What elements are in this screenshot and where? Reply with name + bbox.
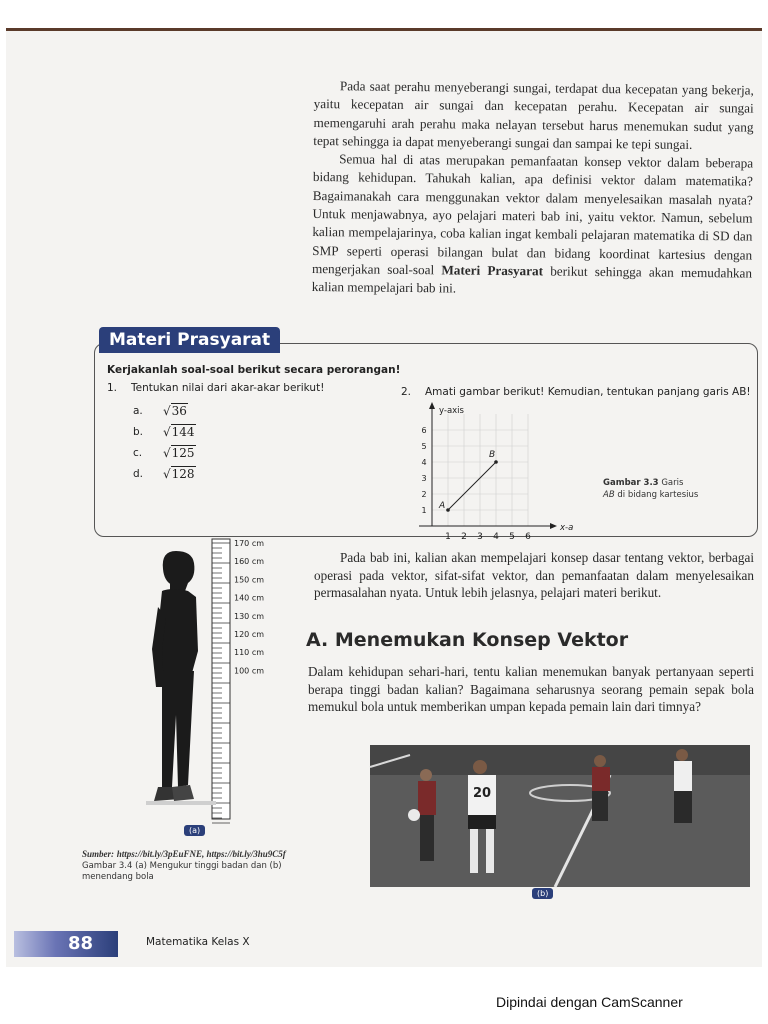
point-a-label: A [439,501,446,511]
question-1 [107,382,324,394]
point-a [446,508,450,512]
height-tick-label: 150 cm [234,575,265,585]
question-1-text: Tentukan nilai dari akar-akar berikut! [131,382,325,394]
x-axis-label: x-a [560,523,574,533]
figure-b-tag: (b) [532,888,553,899]
person-silhouette [152,551,198,801]
item-label: d. [133,467,144,480]
materi-prasyarat-bold: Materi Prasyarat [441,262,544,279]
football-photo [370,745,750,887]
prasyarat-instruction: Kerjakanlah soal-soal berikut secara perorangan! [107,364,401,376]
jersey-number: 20 [472,786,492,801]
question-2 [401,386,751,398]
height-tick-label: 140 cm [234,593,265,603]
x-axis-arrow [550,523,557,529]
intro-paragraph-2-a: Semua hal di atas merupakan pemanfaatan konsep vektor dalam beberapa bidang kehidupan. Tahukah kalian, apa definisi vektor dalam matematika? Bagaimanakah cara menggunakan vektor dalam menyelesaikan masalah nyata? Untuk menjawabnya, ayo pelajari materi bab ini, yaitu vektor. Namun, sebelum kalian mempelajarinya, coba kalian ingat kembali pelajaran matematika di SD dan SMP seperti operasi bilangan bulat dan bidang koordinat kartesius dengan mengerjakan soal-soal [311,151,754,278]
book-title: Matematika Kelas X [146,936,250,948]
x-tick-label: 6 [525,532,531,542]
sqrt-expression: √125 [163,445,195,460]
y-tick-label: 1 [421,506,427,515]
x-tick-label: 4 [493,532,499,542]
point-b-label: B [489,450,496,460]
item-label: b. [133,425,144,438]
segment-ab [448,462,496,510]
height-tick-label: 100 cm [234,666,265,676]
figure-a-tag: (a) [184,825,205,836]
book-page [6,28,762,967]
source-label: Sumber: [82,849,115,859]
question-2-number: 2. [401,386,412,398]
y-tick-label: 6 [421,426,427,435]
question-1-items [133,400,196,484]
prasyarat-title: Materi Prasyarat [99,327,280,353]
y-tick-label: 5 [421,442,427,451]
y-tick-label: 3 [421,474,427,483]
height-tick-label: 130 cm [234,611,265,621]
sqrt-expression: √128 [163,466,195,481]
prasyarat-box [94,343,758,542]
question-1-number: 1. [107,382,118,394]
list-item [133,400,196,421]
x-tick-label: 5 [509,532,515,542]
camscanner-watermark: Dipindai dengan CamScanner [496,994,683,1010]
x-tick-label: 2 [461,532,467,542]
section-body [308,663,754,716]
sqrt-expression: √36 [163,403,187,418]
chapter-overview [314,549,754,602]
height-measurement-image [106,537,296,827]
x-tick-label: 1 [445,532,451,542]
x-tick-label: 3 [477,532,483,542]
question-2-text: Amati gambar berikut! Kemudian, tentukan panjang garis AB! [425,386,751,398]
y-tick-label: 4 [421,458,427,467]
intro-paragraph-2-b: berikut sehingga akan memudahkan kalian mempelajari bab ini. [311,263,753,296]
list-item [133,421,196,442]
y-axis-arrow [429,402,435,409]
footer-bar [14,931,118,957]
y-axis-label: y-axis [439,406,464,416]
intro-paragraph-1: Pada saat perahu menyeberangi sungai, terdapat dua kecepatan yang bekerja, yaitu kecepatan air sungai dan kecepatan perahu. Kecepatan air sungai memengaruhi arah perahu maka nelayan tersebut harus menemukan sudut yang tepat sehingga ia dapat menyeberangi sungai dan sampai ke tepi sungai. [313,78,754,152]
overview-paragraph: Pada bab ini, kalian akan mempelajari konsep dasar tentang vektor, berbagai operasi pada vektor, sifat-sifat vektor, dan pemanfaatan dalam menyelesaikan permasalahan nyata. Untuk lebih jelasnya, pelajari materi berikut. [314,550,754,600]
item-label: c. [133,446,143,459]
figure-3-3-caption: Gambar 3.3 Garis AB di bidang kartesius [603,478,699,500]
height-tick-label: 120 cm [234,630,265,639]
height-tick-label: 170 cm [234,539,265,548]
list-item [133,463,196,484]
figure-3-4-text: Gambar 3.4 (a) Mengukur tinggi badan dan (b) menendang bola [82,861,282,882]
figure-3-4-caption [82,849,312,883]
list-item [133,442,196,463]
height-tick-label: 160 cm [234,557,265,567]
sqrt-expression: √144 [163,424,195,439]
item-label: a. [133,404,143,417]
page-number: 88 [68,933,94,954]
player-dark-left [418,769,436,861]
source-links: https://bit.ly/3pEuFNE, https://bit.ly/3hu9C5f [116,849,286,859]
cartesian-graph [417,400,587,542]
intro-text [312,77,754,301]
y-tick-label: 2 [421,490,427,499]
intro-paragraph-2 [312,150,754,301]
ball [408,809,420,821]
section-title: A. Menemukan Konsep Vektor [306,629,629,651]
point-b [494,460,498,464]
height-tick-label: 110 cm [234,648,265,658]
section-paragraph: Dalam kehidupan sehari-hari, tentu kalian menemukan banyak pertanyaan seperti berapa tinggi badan kalian? Bagaimana seharusnya seorang pemain sepak bola memukul bola untuk memberikan umpan kepada pemain lain dari timnya? [308,664,754,714]
